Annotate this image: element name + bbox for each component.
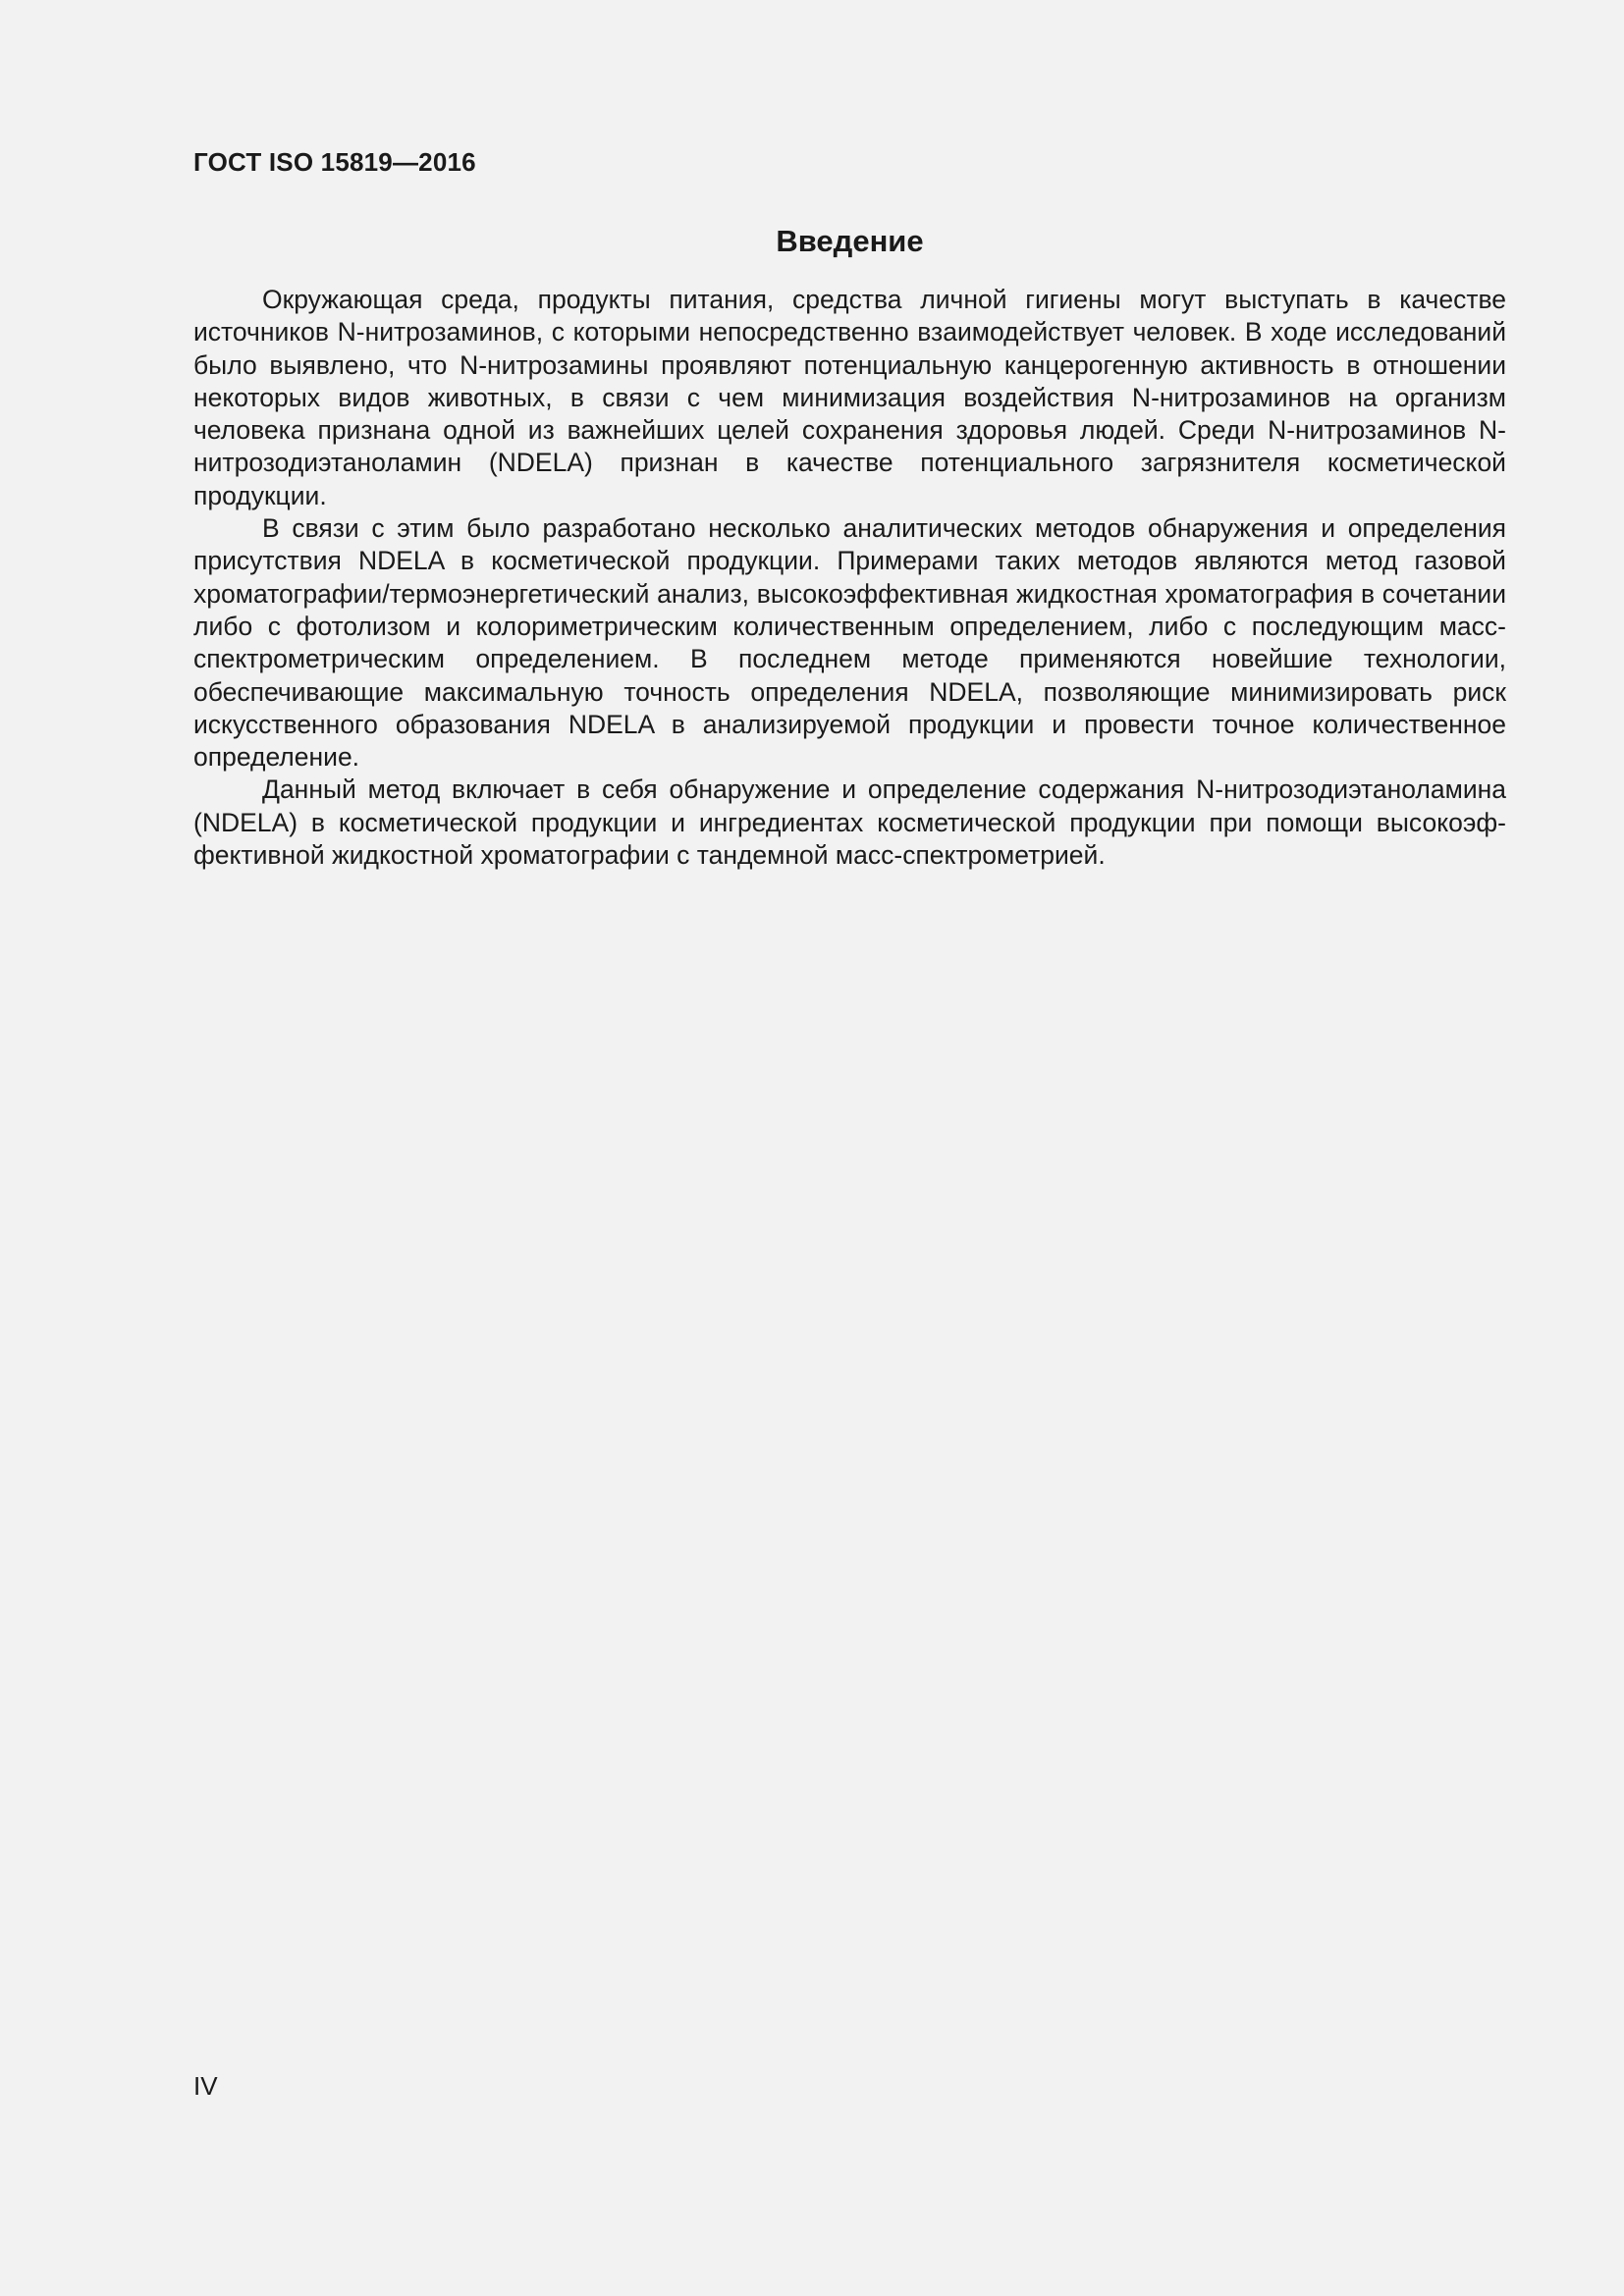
paragraph-2: В связи с этим было разработано несколько аналитических методов обнаружения и определения присутствия NDELA в косметической продукции. Примерами таких методов являются метод газовой хроматографии/термоэнергетический анализ, высокоэффективная жидкостная хроматография в сочетании либо с фотолизом и колориметрическим количественным определением, либо с последующим масс-спектрометрическим определением. В последнем методе применяются новейшие технологии, обеспечивающие максимальную точность определения NDELA, позволяющие минимизировать риск искусственного образования NDELA в анализируемой продукции и провести точное количественное определение. xyxy=(193,513,1506,773)
paragraph-1: Окружающая среда, продукты питания, средства личной гигиены могут выступать в качестве источников N-нитрозаминов, с которыми непосредственно взаимодействует человек. В ходе исследований было выявлено, что N-нитрозамины проявляют потенциальную канцерогенную активность в отношении некоторых видов животных, в связи с чем минимизация воздействия N-нитрозаминов на организм человека признана одной из важнейших целей сохранения здоровья людей. Среди N-нитрозаминов N-нитрозодиэтаноламин (NDELA) признан в качестве потенциального загрязнителя косметической продукции. xyxy=(193,285,1506,510)
section-title: Введение xyxy=(776,224,924,258)
introduction-body xyxy=(193,284,1506,872)
paragraph-3: Данный метод включает в себя обнаружение и определение содержания N-нитрозодиэтаноламина (NDELA) в косметической продукции и ингредиентах косметической продукции при помощи высокоэффективной жидкостной хроматографии с тандемной масс-спектрометрией. xyxy=(193,774,1506,871)
page-number: IV xyxy=(193,2071,218,2101)
standard-code-header: ГОСТ ISO 15819—2016 xyxy=(193,147,476,177)
